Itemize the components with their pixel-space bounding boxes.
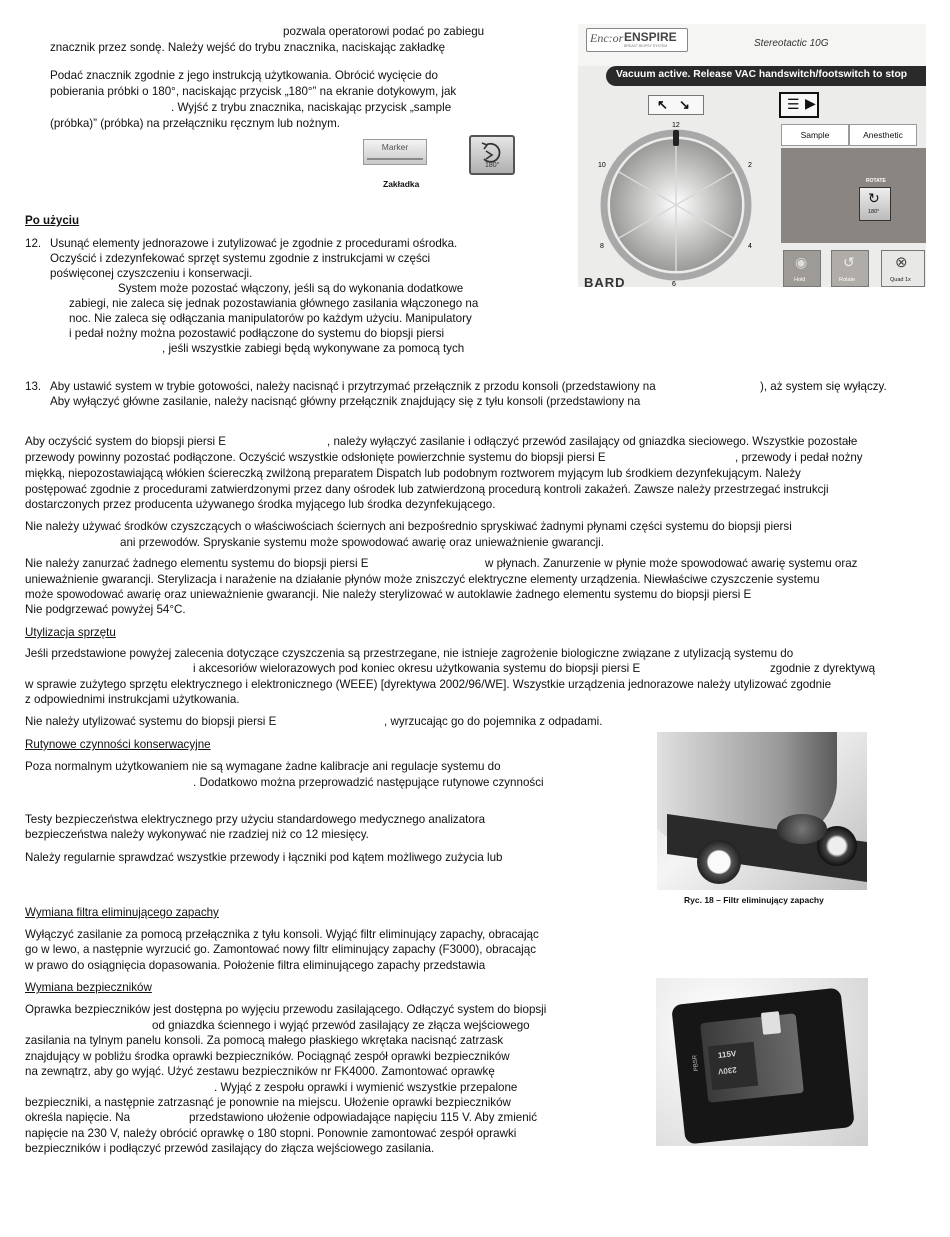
fuses-line-8a: określa napięcie. Na xyxy=(25,1111,131,1124)
document-icon: ☰ xyxy=(787,96,800,112)
hold-label: Hold xyxy=(794,277,806,283)
intro-line-4: pobierania próbki o 180°, naciskając przycisk „180°” na ekranie dotykowym, jak xyxy=(50,85,457,98)
item-13-line-1a: Aby ustawić system w trybie gotowości, należy nacisnąć i przytrzymać przełącznik z przodu konsoli (przedstawiony na xyxy=(50,380,656,393)
hold-icon: ◉ xyxy=(795,254,808,270)
clean-p2-line-1: Nie należy używać środków czyszczących o właściwościach ściernych ani bezpośrednio spryskiwać żadnymi płynami części systemu do biopsji piersi xyxy=(25,520,792,533)
fuse-label-bottom: 230V xyxy=(717,1065,738,1076)
maintenance-heading: Rutynowe czynności konserwacyjne xyxy=(25,738,211,751)
screen-logo-brand: ENSPIRE xyxy=(624,30,677,44)
intro-line-2: znacznik przez sondę. Należy wejść do trybu znacznika, naciskając zakładkę xyxy=(50,41,446,54)
bard-logo: BARD xyxy=(584,275,626,287)
clock-label-2: 2 xyxy=(748,162,752,169)
tab-anesthetic[interactable] xyxy=(849,124,917,146)
note-line-5: , jeśli wszystkie zabiegi będą wykonywane za pomocą tych xyxy=(162,342,465,355)
clean-p3-line-1b: w płynach. Zanurzenie w płynie może spowodować awarię systemu oraz xyxy=(485,557,858,570)
disposal-line-4: z odpowiednimi instrukcjami użytkowania. xyxy=(25,693,240,706)
clock-label-6: 6 xyxy=(672,281,676,287)
intro-line-5: . Wyjść z trybu znacznika, naciskając przycisk „sample xyxy=(171,101,452,114)
item-12-line-1: Usunąć elementy jednorazowe i zutylizować je zgodnie z procedurami ośrodka. xyxy=(50,237,458,250)
marker-tab[interactable] xyxy=(363,139,427,165)
clock-label-12: 12 xyxy=(672,122,680,129)
intro-line-3: Podać znacznik zgodnie z jego instrukcją użytkowania. Obrócić wycięcie do xyxy=(50,69,438,82)
fuses-line-10: bezpieczników i podłączyć przewód zasilający do złącza wejściowego zasilania. xyxy=(25,1142,435,1155)
maintenance-p1-line-2: . Dodatkowo można przeprowadzić następujące rutynowe czynności xyxy=(193,776,544,789)
caster-wheel-left xyxy=(697,840,741,884)
clock-label-10: 10 xyxy=(598,162,606,169)
quad-icon: ⊗ xyxy=(895,254,908,271)
rotate-bottom-icon: ↺ xyxy=(843,254,855,270)
note-line-4: i pedał nożny można pozostawić podłączone do systemu do biopsji piersi xyxy=(69,327,445,340)
clean-p3-line-4: Nie podgrzewać powyżej 54°C. xyxy=(25,603,186,616)
maintenance-p2-line-1: Testy bezpieczeństwa elektrycznego przy użyciu standardowego medycznego analizatora xyxy=(25,813,486,826)
fuses-line-8b: przedstawiono ułożenie odpowiadające napięciu 115 V. Aby zmienić xyxy=(189,1111,538,1124)
after-use-heading: Po użyciu xyxy=(25,214,80,227)
filter-heading: Wymiana filtra eliminującego zapachy xyxy=(25,906,219,919)
filter-line-3: w prawo do osiągnięcia dopasowania. Położenie filtra eliminującego zapachy przedstawia xyxy=(25,959,486,972)
disposal-line-2a: i akcesoriów wielorazowych pod koniec okresu użytkowania systemu do biopsji piersi E xyxy=(193,662,641,675)
document-button[interactable] xyxy=(779,92,819,118)
filter-line-1: Wyłączyć zasilanie za pomocą przełącznika z tyłu konsoli. Wyjąć filtr eliminujący zapachy, obracając xyxy=(25,928,539,941)
clean-p1-line-3: miękką, niepozostawiającą włókien ściereczką zwilżoną preparatem Dispatch lub podobnym roztworem myjącym lub środkiem dezynfekującym. Należy xyxy=(25,467,801,480)
rotate-bottom-button[interactable] xyxy=(831,250,869,287)
clock-label-4: 4 xyxy=(748,243,752,250)
item-13-line-1b: ), aż system się wyłączy. xyxy=(760,380,887,393)
clock-dial xyxy=(578,117,778,287)
fuse-holder-photo xyxy=(656,978,868,1146)
disposal-p2b: , wyrzucając go do pojemnika z odpadami. xyxy=(384,715,603,728)
disposal-heading: Utylizacja sprzętu xyxy=(25,626,116,639)
item-12-line-2: Oczyścić i zdezynfekować sprzęt systemu zgodnie z instrukcjami w części xyxy=(50,252,431,265)
filter-line-2: go w lewo, a następnie wyrzucić go. Zamontować nowy filtr eliminujący zapachy (F3000), obracając xyxy=(25,943,537,956)
screen-rotate-button[interactable] xyxy=(859,187,891,221)
disposal-line-1: Jeśli przedstawione powyżej zalecenia dotyczące czyszczenia są przestrzegane, nie istnieje zagrożenie biologiczne związane z utylizacją systemu do xyxy=(25,647,794,660)
fuse-label-top: 115V xyxy=(717,1049,737,1060)
note-line-2: zabiegi, nie zaleca się jednak pozostawiania głównego zasilania włączonego na xyxy=(69,297,479,310)
note-line-1: System może pozostać włączony, jeśli są do wykonania dodatkowe xyxy=(118,282,464,295)
tab-panel xyxy=(781,148,926,243)
rotate-left-button[interactable] xyxy=(648,95,704,115)
clock-label-8: 8 xyxy=(600,243,604,250)
device-screen xyxy=(578,24,926,287)
screen-rotate-icon: ↻ xyxy=(868,190,880,206)
screen-rotate-value: 180° xyxy=(868,209,880,215)
fuses-line-4: znajdujący w pobliżu środka oprawki bezpieczników. Pociągnąć zespół oprawki bezpieczników xyxy=(25,1050,510,1063)
clean-p1-line-5: dostarczonych przez producenta używanego środka myjącego lub środka dezynfekującego. xyxy=(25,498,496,511)
odor-filter-photo xyxy=(657,732,867,890)
screen-logo-script: Enc:or xyxy=(590,31,624,45)
clean-p1-line-4: postępować zgodnie z procedurami zatwierdzonymi przez dany ośrodek lub zatwierdzoną procedurą kontroli zakażeń. Zawsze należy przestrzegać instrukcji xyxy=(25,483,829,496)
fuses-heading: Wymiana bezpieczników xyxy=(25,981,152,994)
fuse-brand: PBSR xyxy=(692,1054,701,1072)
intro-line-6: (próbka)” (próbka) na przełączniku ręcznym lub nożnym. xyxy=(50,117,340,130)
fuses-line-6: . Wyjąć z zespołu oprawki i wymienić wszystkie przepalone xyxy=(214,1081,518,1094)
rotate-panel-label: ROTATE xyxy=(866,178,886,184)
disposal-p2a: Nie należy utylizować systemu do biopsji piersi E xyxy=(25,715,277,728)
maintenance-p1-line-1: Poza normalnym użytkowaniem nie są wymagane żadne kalibracje ani regulacje systemu do xyxy=(25,760,501,773)
fuses-line-1: Oprawka bezpieczników jest dostępna po wyjęciu przewodu zasilającego. Odłączyć system do biopsji xyxy=(25,1003,547,1016)
note-line-3: noc. Nie zaleca się odłączania manipulatorów po każdym użyciu. Manipulatory xyxy=(69,312,472,325)
screen-logo-sub: BREAST BIOPSY SYSTEM xyxy=(624,44,668,48)
item-12-number: 12. xyxy=(25,237,42,250)
screen-mode: Stereotactic 10G xyxy=(754,38,829,49)
fuses-line-3: zasilania na tylnym panelu konsoli. Za pomocą małego płaskiego wkrętaka nacisnąć zatrzask xyxy=(25,1034,504,1047)
odor-filter xyxy=(777,814,827,844)
marker-tab-label: Marker xyxy=(381,142,409,152)
fuses-line-9: napięcie na 230 V, należy obrócić oprawkę o 180 stopni. Ponownie zamontować zespół oprawki xyxy=(25,1127,517,1140)
disposal-line-2b: zgodnie z dyrektywą xyxy=(770,662,876,675)
disposal-line-3: w sprawie zużytego sprzętu elektrycznego i elektronicznego (WEEE) [dyrektywa 2002/96/WE]. Wszystkie urządzenia jednorazowe należy utylizować zgodnie xyxy=(25,678,832,691)
fuses-line-5: na zewnątrz, aby go wyjąć. Użyć zestawu bezpieczników nr FK4000. Zamontować oprawkę xyxy=(25,1065,495,1078)
tab-sample[interactable] xyxy=(781,124,849,146)
rotate-bottom-label: Rotate xyxy=(839,277,856,283)
quad-label: Quad 1x xyxy=(890,277,911,283)
maintenance-p3: Należy regularnie sprawdzać wszystkie przewody i łączniki pod kątem możliwego zużycia lub xyxy=(25,851,503,864)
fuse-latch xyxy=(761,1011,781,1035)
tab-anesthetic-label: Anesthetic xyxy=(863,130,903,140)
tab-caption: Zakładka xyxy=(383,179,420,189)
item-13-line-2: Aby wyłączyć główne zasilanie, należy nacisnąć główny przełącznik znajdujący się z tyłu konsoli (przedstawiony na xyxy=(50,395,641,408)
tab-sample-label: Sample xyxy=(800,130,830,140)
rotate-180-button[interactable] xyxy=(469,135,515,175)
fuses-line-7: bezpieczniki, a następnie zatrzasnąć je ponownie na miejscu. Ułożenie oprawki bezpieczników xyxy=(25,1096,511,1109)
clean-p3-line-3: może spowodować awarię oraz unieważnienie gwarancji. Nie należy sterylizować w autoklawie żadnego elementu systemu do biopsji piersi E xyxy=(25,588,752,601)
clean-p1-line-2b: , przewody i pedał nożny xyxy=(735,451,863,464)
intro-line-1: pozwala operatorowi podać po zabiegu xyxy=(283,25,485,38)
hold-button[interactable] xyxy=(783,250,821,287)
arrow-ccw-icon: ↖ xyxy=(657,97,668,112)
maintenance-p2-line-2: bezpieczeństwa należy wykonywać nie rzadziej niż co 12 miesięcy. xyxy=(25,828,369,841)
clean-p2-line-2: ani przewodów. Spryskanie systemu może spowodować awarię oraz unieważnienie gwarancji. xyxy=(120,536,604,549)
item-12-line-3: poświęconej czyszczeniu i konserwacji. xyxy=(50,267,253,280)
quad-button[interactable] xyxy=(881,250,925,287)
marker-tab-underline xyxy=(367,158,423,160)
rotate-180-label: 180° xyxy=(485,162,500,169)
item-13-number: 13. xyxy=(25,380,42,393)
clean-p1-line-1b: , należy wyłączyć zasilanie i odłączyć przewód zasilający od gniazdka sieciowego. Wszystkie pozostałe xyxy=(327,435,858,448)
clean-p3-line-1a: Nie należy zanurzać żadnego elementu systemu do biopsji piersi E xyxy=(25,557,369,570)
clean-p3-line-2: unieważnienie gwarancji. Sterylizacja i narażenie na działanie płynów może zniszczyć elektryczne elementy urządzenia. Niewłaściwe czyszczenie systemu xyxy=(25,573,820,586)
clean-p1-line-2a: przewody powinny pozostać podłączone. Oczyścić wszystkie odsłonięte powierzchnie systemu do biopsji piersi E xyxy=(25,451,606,464)
figure-18-caption: Ryc. 18 – Filtr eliminujący zapachy xyxy=(684,895,824,905)
clean-p1-line-1a: Aby oczyścić system do biopsji piersi E xyxy=(25,435,227,448)
play-icon: ▶ xyxy=(805,95,816,111)
arrow-cw-icon: ↘ xyxy=(679,97,690,112)
fuses-line-2: od gniazdka ściennego i wyjąć przewód zasilający ze złącza wejściowego xyxy=(152,1019,530,1032)
vacuum-banner-text: Vacuum active. Release VAC handswitch/footswitch to stop xyxy=(616,69,908,80)
